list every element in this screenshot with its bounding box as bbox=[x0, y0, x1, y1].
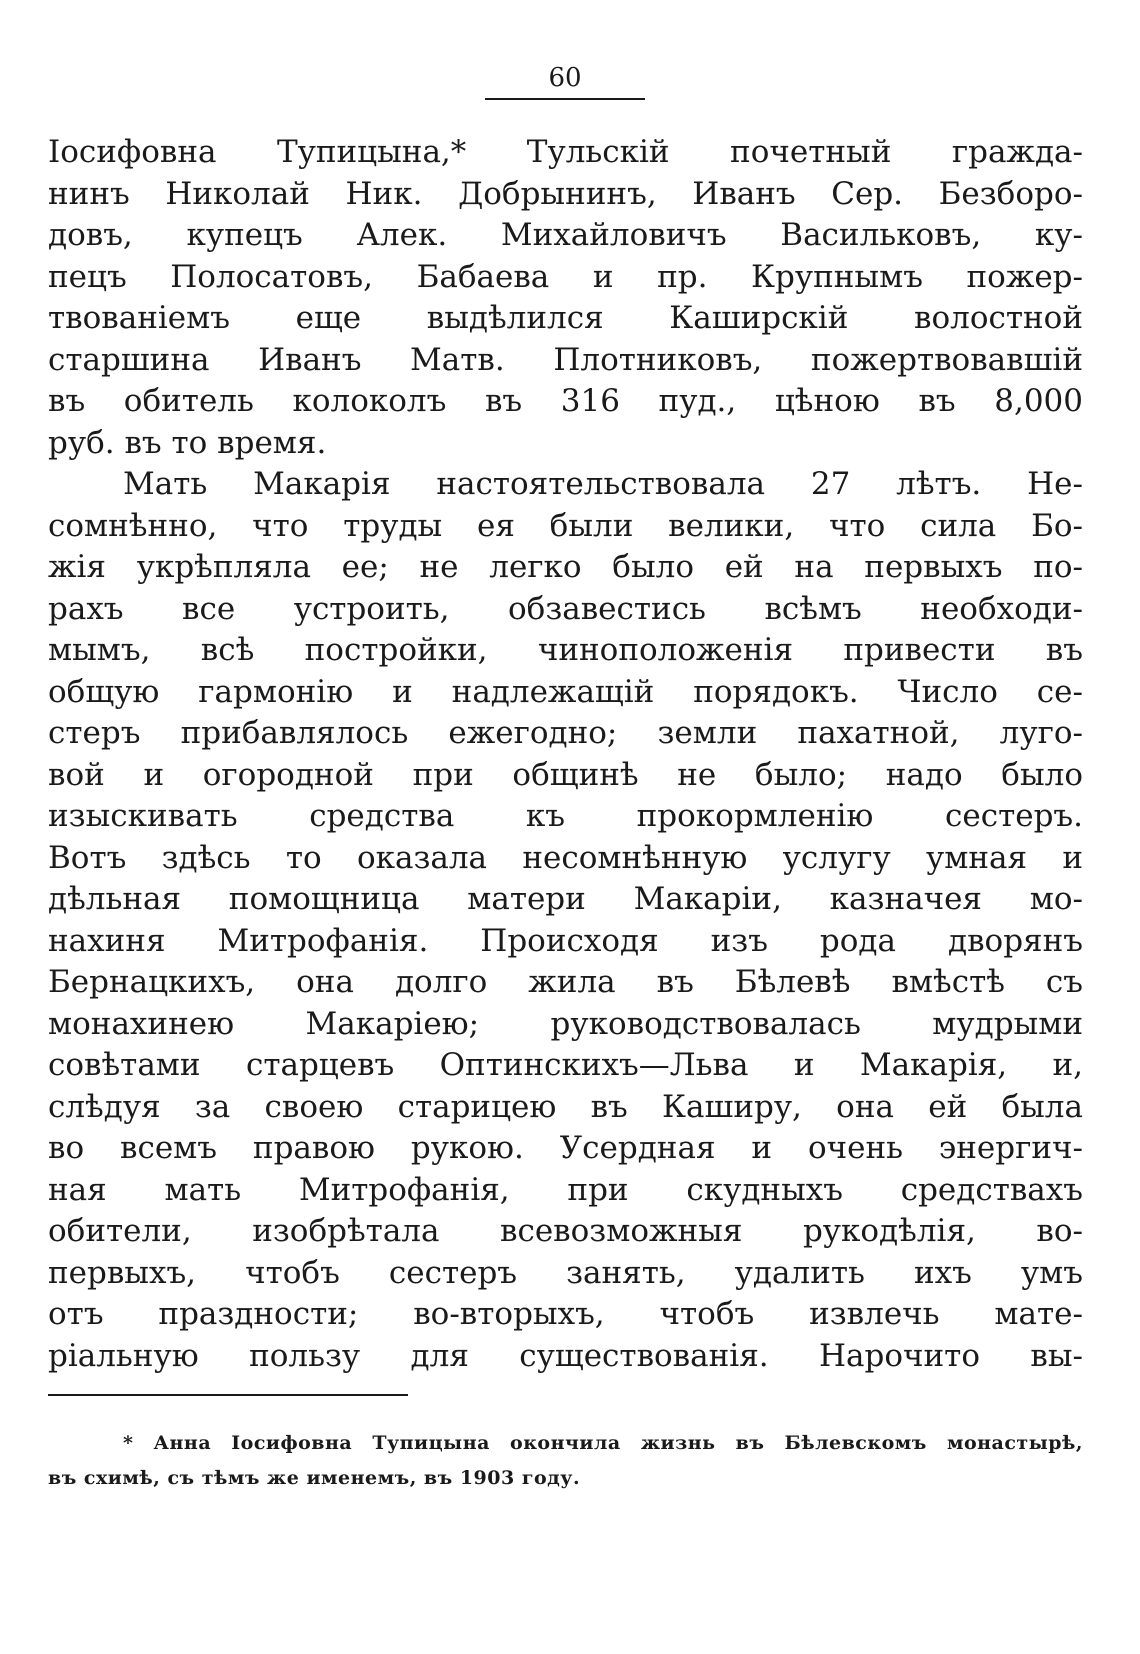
page-number-rule bbox=[485, 98, 645, 100]
footnote-rule bbox=[48, 1394, 408, 1396]
text-line: мымъ, всѣ постройки, чиноположенія привести въ bbox=[48, 632, 1083, 668]
text-line: ная мать Митрофанія, при скудныхъ средствахъ bbox=[48, 1171, 1083, 1208]
text-line: отъ праздности; во-вторыхъ, чтобъ извлечь мате- bbox=[48, 1296, 1083, 1332]
body-text bbox=[48, 132, 1083, 1377]
text-line: ріальную пользу для существованія. Нарочито вы- bbox=[48, 1337, 1083, 1374]
footnote bbox=[48, 1426, 1083, 1496]
text-line: вой и огородной при общинѣ не было; надо было bbox=[48, 756, 1083, 793]
paragraph-1 bbox=[48, 132, 1083, 464]
text-line: Бернацкихъ, она долго жила въ Бѣлевѣ вмѣстѣ съ bbox=[48, 964, 1083, 1000]
text-line: довъ, купецъ Алек. Михайловичъ Васильковъ, ку- bbox=[48, 217, 1083, 253]
text-line: дѣльная помощница матери Макаріи, казначея мо- bbox=[48, 881, 1083, 917]
text-line: нахиня Митрофанія. Происходя изъ рода дворянъ bbox=[48, 922, 1083, 959]
text-line: жія укрѣпляла ее; не легко было ей на первыхъ по- bbox=[48, 549, 1083, 585]
text-line: руб. въ то время. bbox=[48, 424, 327, 461]
text-line: сомнѣнно, что труды ея были велики, что сила Бо- bbox=[48, 507, 1083, 544]
text-line: въ обитель колоколъ въ 316 пуд., цѣною въ 8,000 bbox=[48, 383, 1083, 419]
text-line: Іосифовна Тупицына,* Тульскій почетный гражда- bbox=[48, 134, 1083, 170]
text-line: обители, изобрѣтала всевозможныя рукодѣлія, во- bbox=[48, 1213, 1083, 1249]
footnote-line: въ схимѣ, съ тѣмъ же именемъ, въ 1903 году. bbox=[48, 1467, 581, 1489]
text-line: первыхъ, чтобъ сестеръ занять, удалить ихъ умъ bbox=[48, 1254, 1083, 1291]
text-line: общую гармонію и надлежащій порядокъ. Число се- bbox=[48, 673, 1083, 710]
text-line: твованіемъ еще выдѣлился Каширскій волостной bbox=[48, 300, 1083, 336]
paragraph-2 bbox=[48, 464, 1083, 1377]
text-line: старшина Иванъ Матв. Плотниковъ, пожертвовавшій bbox=[48, 341, 1083, 378]
text-line: монахинею Макаріею; руководствовалась мудрыми bbox=[48, 1005, 1083, 1042]
text-line: нинъ Николай Ник. Добрынинъ, Иванъ Сер. Безборо- bbox=[48, 175, 1083, 212]
text-line: стеръ прибавлялось ежегодно; земли пахатной, луго- bbox=[48, 715, 1083, 751]
text-line: во всемъ правою рукою. Усердная и очень энергич- bbox=[48, 1130, 1083, 1166]
page-number: 60 bbox=[548, 63, 582, 93]
text-line: пецъ Полосатовъ, Бабаева и пр. Крупнымъ пожер- bbox=[48, 258, 1083, 295]
text-line: рахъ все устроить, обзавестись всѣмъ необходи- bbox=[48, 590, 1083, 627]
text-line: Вотъ здѣсь то оказала несомнѣнную услугу умная и bbox=[48, 839, 1083, 876]
text-line: слѣдуя за своею старицею въ Каширу, она ей была bbox=[48, 1088, 1083, 1125]
text-line: изыскивать средства къ прокормленію сестеръ. bbox=[48, 798, 1083, 834]
footnote-line: * Анна Іосифовна Тупицына окончила жизнь въ Бѣлевскомъ монастырѣ, bbox=[123, 1432, 1083, 1454]
text-line: Мать Макарія настоятельствовала 27 лѣтъ. Не- bbox=[123, 466, 1083, 502]
text-line: совѣтами старцевъ Оптинскихъ—Льва и Макарія, и, bbox=[48, 1047, 1083, 1083]
